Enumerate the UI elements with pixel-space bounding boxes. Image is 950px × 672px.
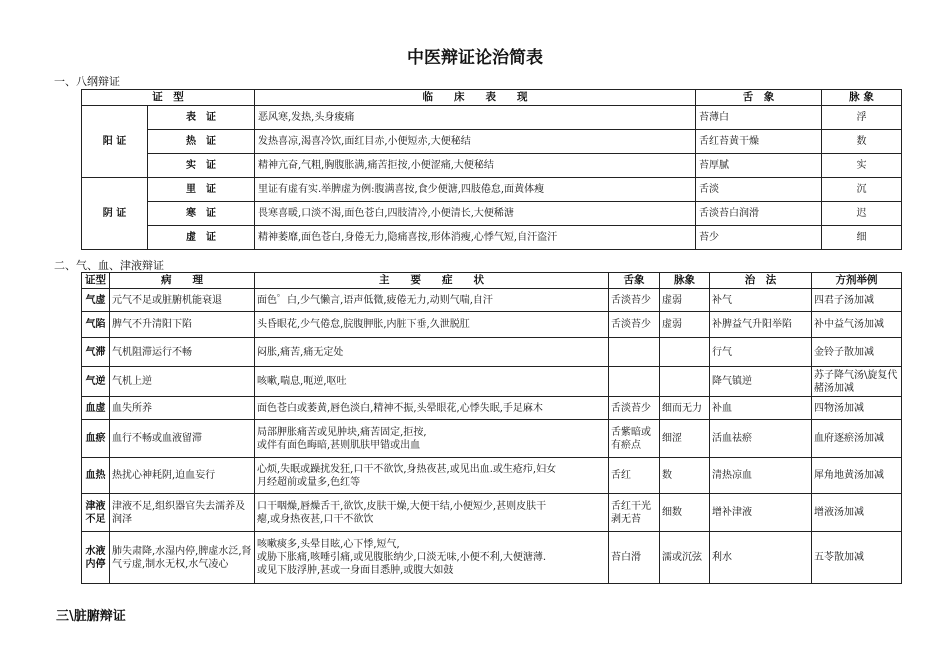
pathology-cell: 血行不畅或血液留滞 (110, 420, 255, 458)
symptoms-cell: 里证有虚有实.举脾虚为例:腹满喜按,食少便溏,四肢倦怠,面黄体瘦 (255, 178, 696, 202)
symptoms-cell (255, 367, 609, 397)
pulse-cell: 濡或沉弦 (660, 532, 710, 584)
tongue-cell: 舌红 (609, 458, 660, 494)
table-row (82, 130, 902, 154)
table-row (82, 154, 902, 178)
formula-cell: 四君子汤加减 (812, 289, 902, 312)
syndrome-type: 里 证 (148, 178, 255, 202)
treatment-cell: 增补津液 (710, 494, 812, 532)
tongue-cell: 舌淡苔白润滑 (696, 202, 822, 226)
header-treatment: 治 法 (710, 273, 812, 289)
syndrome-type-cell: 气逆 (82, 367, 110, 397)
treatment-cell: 清热凉血 (710, 458, 812, 494)
header-pulse: 脉象 (660, 273, 710, 289)
pathology-cell: 津液不足,组织器官失去濡养及润泽 (110, 494, 255, 532)
pulse-cell: 数 (660, 458, 710, 494)
section-organ-heading: 三\脏腑辩证 (56, 609, 126, 624)
treatment-cell: 降气镇逆 (710, 367, 812, 397)
tongue-cell: 苔薄白 (696, 106, 822, 130)
symptom-line: 或伴有面色晦暗,甚则肌肤甲错或出血 (257, 439, 421, 451)
section-eight-principles-heading: 一、八纲辩证 (54, 75, 120, 88)
tongue-cell: 苔白滑 (609, 532, 660, 584)
tongue-cell (609, 367, 660, 397)
symptoms-cell (255, 420, 609, 458)
eight-principles-table (81, 89, 902, 250)
header-formula: 方剂举例 (812, 273, 902, 289)
pathology-cell: 热扰心神耗阴,迫血妄行 (110, 458, 255, 494)
header-tongue: 舌 象 (696, 90, 822, 106)
symptom-line: 面色゜白,少气懒言,语声低微,疲倦无力,动则气喘,自汗 (257, 294, 493, 306)
pulse-cell: 细而无力 (660, 397, 710, 420)
formula-cell: 血府逐瘀汤加减 (812, 420, 902, 458)
treatment-cell: 补脾益气升阳举陷 (710, 312, 812, 338)
pulse-cell: 实 (822, 154, 902, 178)
symptom-line: 头昏眼花,少气倦怠,脘腹胛胀,内脏下垂,久泄脱肛 (257, 319, 470, 330)
symptoms-cell (255, 458, 609, 494)
symptoms-cell: 发热喜凉,渴喜冷饮,面红目赤,小便短赤,大便秘结 (255, 130, 696, 154)
header-symptoms: 主 要 症 状 (255, 273, 609, 289)
symptom-line: 咳嗽痰多,头晕目眩,心下悸,短气, (257, 539, 400, 550)
symptom-line: 心烦,失眠或躁扰发狂,口干不欲饮,身热夜甚,或见出血.或生疮疖,妇女 (257, 463, 557, 475)
table-header-row (82, 90, 902, 106)
syndrome-type-cell: 血瘀 (82, 420, 110, 458)
symptoms-cell (255, 494, 609, 532)
header-pulse: 脉 象 (822, 90, 902, 106)
table-row (82, 312, 902, 338)
qi-blood-fluid-table (81, 272, 902, 584)
tongue-cell (609, 338, 660, 367)
symptoms-cell (255, 312, 609, 338)
header-pathology: 病 理 (110, 273, 255, 289)
pathology-cell: 元气不足或脏腑机能衰退 (110, 289, 255, 312)
syndrome-type: 寒 证 (148, 202, 255, 226)
syndrome-type: 实 证 (148, 154, 255, 178)
formula-cell: 苏子降气汤\旋复代赭汤加减 (812, 367, 902, 397)
syndrome-type-cell: 津液不足 (82, 494, 110, 532)
table-header-row (82, 273, 902, 289)
symptoms-cell (255, 289, 609, 312)
page-title: 中医辩证论治简表 (407, 48, 543, 68)
pulse-cell (660, 338, 710, 367)
tongue-cell: 苔厚腻 (696, 154, 822, 178)
table-row (82, 178, 902, 202)
tongue-cell: 舌淡苔少 (609, 397, 660, 420)
pulse-cell: 浮 (822, 106, 902, 130)
syndrome-type: 虚 证 (148, 226, 255, 250)
symptoms-cell: 精神萎靡,面色苍白,身倦无力,隐痛喜按,形体消瘦,心悸气短,自汗盗汗 (255, 226, 696, 250)
symptoms-cell: 畏寒喜暖,口淡不渴,面色苍白,四肢清冷,小便清长,大便稀溏 (255, 202, 696, 226)
header-clinical: 临 床 表 现 (255, 90, 696, 106)
pathology-cell: 气机上逆 (110, 367, 255, 397)
formula-cell: 增液汤加减 (812, 494, 902, 532)
syndrome-type-cell: 气陷 (82, 312, 110, 338)
pathology-cell: 血失所养 (110, 397, 255, 420)
group-label-yin: 阴 证 (82, 178, 148, 250)
symptoms-cell (255, 397, 609, 420)
formula-cell: 金铃子散加减 (812, 338, 902, 367)
table-row (82, 494, 902, 532)
tongue-cell: 舌淡苔少 (609, 312, 660, 338)
group-label-yang: 阳 证 (82, 106, 148, 178)
syndrome-type-cell: 水液内停 (82, 532, 110, 584)
syndrome-type-cell: 血热 (82, 458, 110, 494)
symptoms-cell: 恶风寒,发热,头身痠痛 (255, 106, 696, 130)
formula-cell: 四物汤加减 (812, 397, 902, 420)
header-syndrome: 证 型 (82, 90, 255, 106)
symptom-line: 闷胀,痛苦,痛无定处 (257, 346, 344, 358)
pulse-cell: 沉 (822, 178, 902, 202)
treatment-cell: 活血祛瘀 (710, 420, 812, 458)
table-row (82, 397, 902, 420)
symptom-line: 咳嗽,喘息,呃逆,呕吐 (257, 376, 347, 387)
symptom-line: 局部胛胀痛苦或见肿块,痛苦固定,拒按, (257, 426, 427, 438)
syndrome-type-cell: 气滞 (82, 338, 110, 367)
symptoms-cell: 精神亢奋,气粗,胸腹胀满,痛苦拒按,小便涩痛,大便秘结 (255, 154, 696, 178)
formula-cell: 补中益气汤加减 (812, 312, 902, 338)
symptom-line: 口干咽燥,唇燥舌干,欲饮,皮肤干燥,大便干结,小便短少,甚则皮肤干 (257, 500, 547, 512)
treatment-cell: 补血 (710, 397, 812, 420)
syndrome-type-cell: 血虚 (82, 397, 110, 420)
table-body (82, 289, 902, 584)
pulse-cell: 数 (822, 130, 902, 154)
table-row (82, 367, 902, 397)
section-qi-blood-heading: 二、气、血、津液辩证 (54, 259, 164, 272)
table-row (82, 106, 902, 130)
formula-cell: 犀角地黄汤加减 (812, 458, 902, 494)
pulse-cell: 细 (822, 226, 902, 250)
pulse-cell: 细数 (660, 494, 710, 532)
symptom-line: 或胁下胀痛,咳唾引痛,或见腹胀纳少,口淡无味,小便不利,大便溏薄. (257, 552, 547, 563)
tongue-cell: 舌淡 (696, 178, 822, 202)
table-row (82, 289, 902, 312)
treatment-cell: 行气 (710, 338, 812, 367)
table-row (82, 532, 902, 584)
pathology-cell: 脾气不升清阳下陷 (110, 312, 255, 338)
table-row (82, 338, 902, 367)
pulse-cell: 细涩 (660, 420, 710, 458)
tongue-cell: 舌紫暗或有瘀点 (609, 420, 660, 458)
header-type: 证型 (82, 273, 110, 289)
syndrome-type: 热 证 (148, 130, 255, 154)
symptom-line: 瘪,或身热夜甚,口干不欲饮 (257, 513, 374, 525)
pulse-cell: 虚弱 (660, 289, 710, 312)
pulse-cell (660, 367, 710, 397)
pulse-cell: 迟 (822, 202, 902, 226)
treatment-cell: 补气 (710, 289, 812, 312)
formula-cell: 五苓散加减 (812, 532, 902, 584)
symptoms-cell (255, 532, 609, 584)
treatment-cell: 利水 (710, 532, 812, 584)
tongue-cell: 舌红干光剥无苔 (609, 494, 660, 532)
tongue-cell: 舌红苔黄干燥 (696, 130, 822, 154)
symptom-line: 或见下肢浮肿,甚或一身面目悉肿,或腹大如鼓 (257, 565, 454, 576)
syndrome-type: 表 证 (148, 106, 255, 130)
pathology-cell: 肺失肃降,水湿内停,脾虚水泛,肾气亏虚,制水无权,水气凌心 (110, 532, 255, 584)
pulse-cell: 虚弱 (660, 312, 710, 338)
header-tongue: 舌象 (609, 273, 660, 289)
symptom-line: 面色苍白或萎黄,唇色淡白,精神不振,头晕眼花,心悸失眠,手足麻木 (257, 402, 543, 414)
table-row (82, 458, 902, 494)
pathology-cell: 气机阻滞运行不畅 (110, 338, 255, 367)
symptoms-cell (255, 338, 609, 367)
table-row (82, 226, 902, 250)
table-row (82, 420, 902, 458)
table-row (82, 202, 902, 226)
syndrome-type-cell: 气虚 (82, 289, 110, 312)
tongue-cell: 苔少 (696, 226, 822, 250)
symptom-line: 月经超前或量多,色红等 (257, 476, 361, 488)
tongue-cell: 舌淡苔少 (609, 289, 660, 312)
